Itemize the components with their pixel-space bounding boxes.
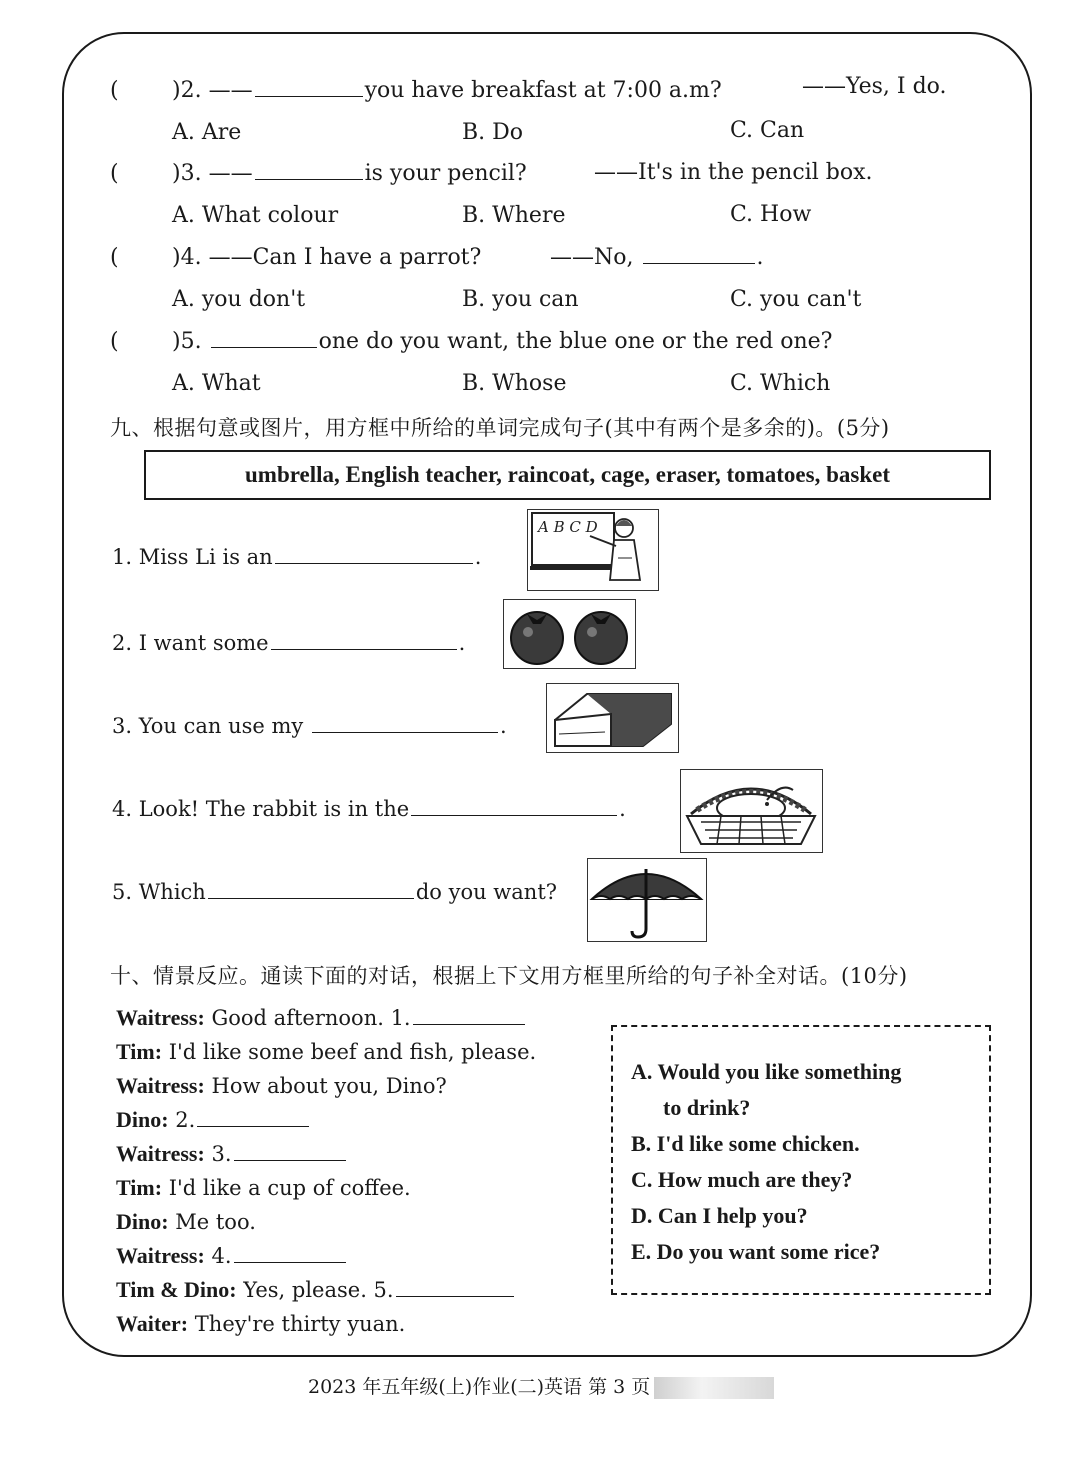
tomatoes-picture [503,599,636,669]
answer-blank[interactable] [234,1159,346,1161]
footer-text: 2023 年五年级(上)作业(二)英语 第 3 页 [308,1376,651,1398]
answer-blank[interactable] [234,1261,346,1263]
answer-blank[interactable] [312,731,498,733]
sentence-2: 2. I want some . [112,631,466,655]
umbrella-picture [587,858,707,942]
sentence-1: 1. Miss Li is an . [112,545,482,569]
answer-blank[interactable] [411,814,617,816]
option-c: C. How much are they? [631,1167,853,1192]
answer-blank[interactable] [396,1295,514,1297]
answer-blank[interactable] [275,562,473,564]
reply-text: ——It's in the pencil box. [594,160,873,185]
dialogue-line-6: Tim: I'd like a cup of coffee. [116,1175,411,1200]
board-letters: A B C D [538,518,598,536]
reply-text: ——Yes, I do. [802,74,947,99]
answer-paren: ( [110,329,119,354]
option-c: C. Can [730,118,805,143]
question-number: )5. one do you want, the blue one or the red one? [172,329,833,354]
option-a: A. you don't [172,287,306,312]
option-e: E. Do you want some rice? [631,1239,881,1264]
teacher-picture [527,509,659,591]
option-c: C. you can't [730,287,862,312]
option-b: B. I'd like some chicken. [631,1131,860,1156]
answer-blank[interactable] [271,648,457,650]
rabbit-basket-picture [680,769,823,853]
word-bank-text: umbrella, English teacher, raincoat, cage, eraser, tomatoes, basket [245,462,890,487]
question-number: )3. —— is your pencil? [172,161,527,186]
dialogue-line-5: Waitress: 3. [116,1141,348,1167]
sentence-5: 5. Which do you want? [112,880,558,904]
question-number: )2. —— you have breakfast at 7:00 a.m? [172,78,722,103]
section-10-heading: 十、情景反应。通读下面的对话，根据上下文用方框里所给的句子补全对话。(10分) [110,964,908,988]
answer-blank[interactable] [211,346,317,348]
answer-paren: ( [110,78,119,103]
word-bank-box [144,450,991,500]
option-a: A. Would you like something [631,1059,902,1084]
option-a: A. What [172,371,261,396]
option-b: B. you can [462,287,579,312]
answer-paren: ( [110,245,119,270]
option-c: C. How [730,202,812,227]
dialogue-line-2: Tim: I'd like some beef and fish, please. [116,1039,537,1064]
dialogue-line-4: Dino: 2. [116,1107,311,1133]
dialogue-line-9: Tim & Dino: Yes, please. 5. [116,1277,516,1303]
option-a-continued: to drink? [663,1095,751,1120]
answer-blank[interactable] [643,262,755,264]
dialogue-line-8: Waitress: 4. [116,1243,348,1269]
section-9-heading: 九、根据句意或图片，用方框中所给的单词完成句子(其中有两个是多余的)。(5分) [110,416,890,440]
dialogue-line-3: Waitress: How about you, Dino? [116,1073,447,1098]
answer-blank[interactable] [255,95,363,97]
question-number: )4. ——Can I have a parrot? [172,245,482,270]
option-a: A. Are [172,120,242,145]
answer-blank[interactable] [208,897,414,899]
answer-blank[interactable] [255,178,363,180]
answer-paren: ( [110,161,119,186]
sentence-3: 3. You can use my . [112,714,507,738]
watermark-smudge [654,1377,774,1399]
dialogue-line-1: Waitress: Good afternoon. 1. [116,1005,527,1031]
option-a: A. What colour [172,203,339,228]
option-b: B. Where [462,203,566,228]
option-b: B. Do [462,120,524,145]
page-footer [308,1372,774,1399]
answer-blank[interactable] [413,1023,525,1025]
answer-blank[interactable] [197,1125,309,1127]
option-c: C. Which [730,371,831,396]
sentence-options-box [611,1025,991,1295]
sentence-4: 4. Look! The rabbit is in the . [112,797,626,821]
reply-text: ——No, . [550,245,764,270]
dialogue-line-10: Waiter: They're thirty yuan. [116,1311,406,1336]
eraser-picture [546,683,679,753]
option-b: B. Whose [462,371,567,396]
option-d: D. Can I help you? [631,1203,808,1228]
dialogue-line-7: Dino: Me too. [116,1209,256,1234]
